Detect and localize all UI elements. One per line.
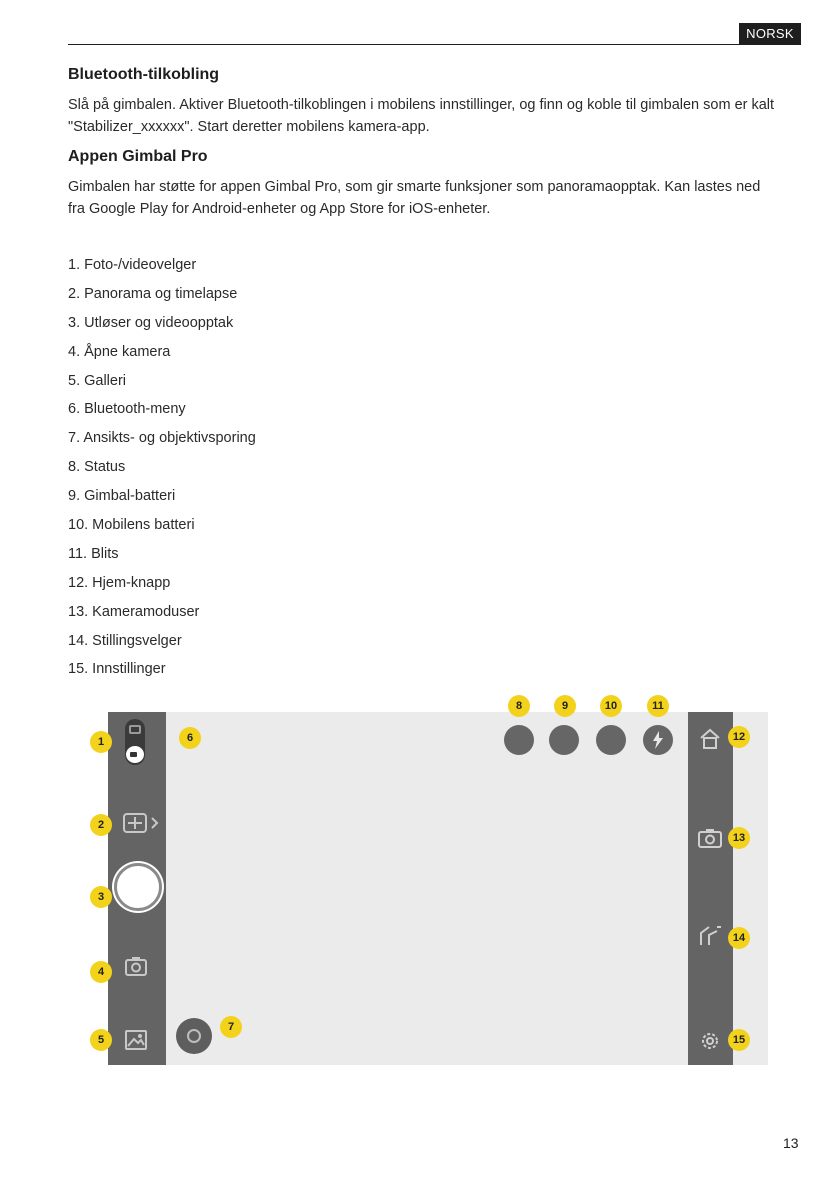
list-item: 11. Blits (68, 545, 119, 562)
callout-badge: 1 (90, 731, 112, 753)
phone-battery-icon (596, 725, 626, 755)
list-item: 4. Åpne kamera (68, 343, 171, 360)
camera-icon[interactable] (124, 955, 148, 977)
list-item: 2. Panorama og timelapse (68, 285, 238, 302)
list-item: 8. Status (68, 459, 126, 476)
list-item: 14. Stillingsvelger (68, 632, 182, 649)
list-item: 10. Mobilens batteri (68, 517, 195, 534)
photo-icon (129, 725, 141, 734)
callout-badge: 9 (554, 695, 576, 717)
list-item: 1. Foto-/videovelger (68, 257, 197, 273)
callout-badge: 7 (220, 1016, 242, 1038)
video-icon (126, 746, 144, 763)
right-control-bar (688, 712, 733, 1065)
bluetooth-paragraph: Slå på gimbalen. Aktiver Bluetooth-tilkoblingen i mobilens innstillinger, og finn og koble til gimbalen som er kalt "Stabilizer_xxxxxx". Start deretter mobilens kamera-app. (68, 97, 775, 135)
heading-gimbal-pro: Appen Gimbal Pro (68, 148, 208, 165)
language-badge: NORSK (739, 23, 801, 44)
gallery-icon[interactable] (124, 1029, 148, 1051)
gear-icon[interactable] (698, 1029, 722, 1053)
list-item: 9. Gimbal-batteri (68, 488, 176, 505)
list-item: 3. Utløser og videoopptak (68, 314, 234, 331)
callout-badge: 3 (90, 886, 112, 908)
app-screenshot (80, 693, 760, 1083)
camera-switch-icon[interactable] (697, 826, 723, 850)
gimbal-position-icon[interactable] (697, 923, 723, 949)
callout-badge: 13 (728, 827, 750, 849)
callout-badge: 5 (90, 1029, 112, 1051)
gimbal-status-icon[interactable] (504, 725, 534, 755)
shutter-button[interactable] (114, 863, 162, 911)
panorama-icon[interactable] (122, 811, 162, 837)
callout-badge: 14 (728, 927, 750, 949)
camera-viewfinder (166, 712, 768, 1065)
list-item: 15. Innstillinger (68, 661, 166, 678)
list-item: 13. Kameramoduser (68, 603, 200, 620)
gimbal-battery-icon (549, 725, 579, 755)
flash-icon[interactable] (643, 725, 673, 755)
list-item: 6. Bluetooth-meny (68, 401, 186, 418)
home-icon[interactable] (698, 727, 722, 751)
callout-badge: 15 (728, 1029, 750, 1051)
page-number: 13 (783, 1135, 799, 1151)
callout-badge: 8 (508, 695, 530, 717)
list-item: 7. Ansikts- og objektivsporing (68, 430, 256, 447)
list-item: 12. Hjem-knapp (68, 574, 171, 591)
callout-badge: 11 (647, 695, 669, 717)
feature-list (68, 254, 256, 687)
photo-video-toggle[interactable] (125, 719, 145, 765)
callout-badge: 12 (728, 726, 750, 748)
callout-badge: 6 (179, 727, 201, 749)
callout-badge: 2 (90, 814, 112, 836)
gimbal-pro-paragraph: Gimbalen har støtte for appen Gimbal Pro, som gir smarte funksjoner som panoramaopptak. Kan lastes ned fra Google Play for Android-enheter og App Store for iOS-enheter. (68, 179, 761, 217)
heading-bluetooth: Bluetooth-tilkobling (68, 66, 220, 83)
list-item: 5. Galleri (68, 372, 127, 389)
target-icon[interactable] (176, 1018, 212, 1054)
header-rule (68, 44, 801, 45)
callout-badge: 4 (90, 961, 112, 983)
callout-badge: 10 (600, 695, 622, 717)
